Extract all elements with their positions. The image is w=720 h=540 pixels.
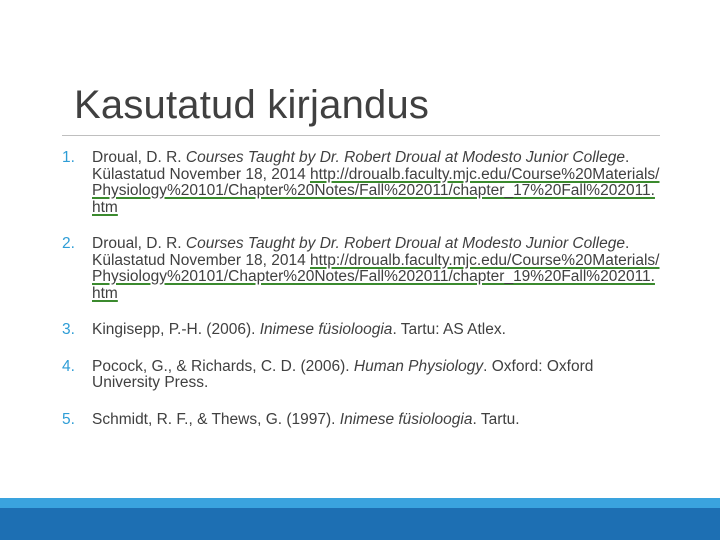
reference-number: 1.	[62, 149, 75, 166]
reference-link[interactable]: http://droualb.faculty.mjc.edu/Course%20Materials/Physiology%20101/Chapter%20Notes/Fall%202011/chapter_19%20Fall%202011.htm	[92, 251, 660, 302]
reference-link[interactable]: http://droualb.faculty.mjc.edu/Course%20Materials/Physiology%20101/Chapter%20Notes/Fall%202011/chapter_17%20Fall%202011.htm	[92, 165, 660, 216]
reference-title: Inimese füsioloogia	[339, 410, 473, 428]
reference-item	[62, 236, 662, 302]
reference-details: . Oxford: Oxford University Press.	[92, 357, 594, 391]
reference-details: . Tartu: AS Atlex.	[392, 321, 506, 338]
reference-details: . Tartu.	[472, 410, 520, 428]
reference-author: Pocock, G., & Richards, C. D. (2006).	[92, 357, 354, 375]
reference-item	[62, 412, 662, 429]
reference-author: Droual, D. R.	[92, 149, 186, 166]
reference-item	[62, 359, 662, 392]
reference-author: Kingisepp, P.-H. (2006).	[92, 321, 260, 338]
reference-title: Courses Taught by Dr. Robert Droual at Modesto Junior College	[185, 149, 625, 166]
reference-title: Human Physiology	[353, 357, 484, 375]
reference-list	[62, 150, 662, 448]
reference-number: 5.	[62, 410, 75, 428]
slide-title: Kasutatud kirjandus	[74, 83, 430, 127]
reference-item	[62, 150, 662, 216]
reference-number: 3.	[62, 321, 75, 338]
reference-item	[62, 322, 662, 339]
reference-details: . Külastatud November 18, 2014	[92, 149, 630, 183]
title-divider	[62, 135, 660, 136]
reference-details: . Külastatud November 18, 2014	[92, 235, 630, 269]
reference-number: 2.	[62, 235, 75, 252]
reference-number: 4.	[62, 357, 75, 375]
reference-title: Inimese füsioloogia	[259, 321, 393, 338]
reference-author: Schmidt, R. F., & Thews, G. (1997).	[92, 410, 340, 428]
reference-title: Courses Taught by Dr. Robert Droual at Modesto Junior College	[185, 235, 625, 252]
footer-bar	[0, 508, 720, 540]
reference-author: Droual, D. R.	[92, 235, 186, 252]
